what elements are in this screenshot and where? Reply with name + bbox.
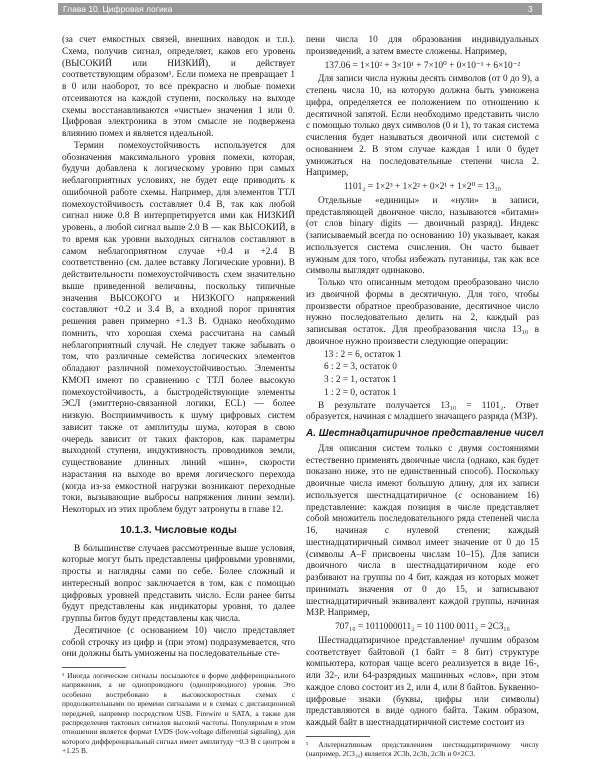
formula-hex-example: 707₁₀ = 1011000011₂ = 10 1100 0011₂ = 2C3₁₆: [335, 622, 510, 632]
paragraph-conversion: Только что описанным методом преобразовано число из двоичной формы в десятичную. Для того, чтобы произвести обратное преобразование, десятичное число нужно последовательно делить на 2, каждый раз записывая остаток. Для преобразования числа 13₁₀ в двоичное нужно произвести следующие операции:: [306, 278, 539, 347]
division-step: 6 : 2 = 3, остаток 0: [324, 362, 397, 373]
paragraph-number-codes-intro: В большинстве случаев рассмотренные выше условия, которые могут быть представлены цифровыми уровнями, просты и наглядны сами по себе. Более сложный и интересный вопрос заключается в том, как с помощью цифровых уровней представить число. Если ранее биты будут представлены как индикаторы уровня, то далее группы битов будут представлены как числа.: [62, 543, 295, 624]
section-heading-number-codes: 10.1.3. Числовые коды: [120, 524, 237, 536]
footnote-divider: [62, 667, 126, 668]
footnote-divider: [306, 736, 370, 737]
paragraph-continued: (за счет емкостных связей, внешних наводок и т.п.). Схема, получив сигнал, определяет, каков его уровень (ВЫСОКИЙ или НИЗКИЙ), и действует соответствующим образом¹. Если помеха не превращает 1 в 0 или наоборот, то все прекрасно и любые помехи отсеиваются на каждой ступени, поскольку на выходе схемы восстанавливаются «чистые» значения 1 или 0. Цифровая электроника в этом смысле не подвержена влиянию помех и является идеальной.: [62, 35, 295, 139]
running-header: [0, 0, 600, 20]
paragraph-hex-bytes: Шестнадцатиричное представление¹ лучшим образом соответствует байтовой (1 байт = 8 бит) структуре компьютера, которая чаще всего реализуется в виде 16-, или 32-, или 64-разрядных машинных «слов», при этом каждое слово состоит из 2, или 4, или 8 байтов. Буквенно-цифровые знаки (буквы, цифры или символы) представляются в виде одного байта. Таким образом, каждый байт в шестнадцатиричной системе состоит из: [306, 635, 539, 728]
paragraph-decimal: Десятичное (с основанием 10) число представляет собой строчку из цифр и (при этом) подразумевается, что они должны быть умножены на последовательные сте-: [62, 625, 295, 660]
left-column: [62, 35, 295, 756]
section-heading-hex: А. Шестнадцатиричное представление чисел: [306, 428, 544, 439]
page-number: 3: [528, 4, 533, 14]
chapter-title: Глава 10. Цифровая логика: [63, 4, 173, 14]
formula-decimal-expansion: 137.06 = 1×10² + 3×10¹ + 7×10⁰ + 0×10⁻¹ + 6×10⁻²: [324, 60, 521, 71]
paragraph-hex-intro: Для описания систем только с двумя состояниями естественно применять двоичные числа (однако, как будет показано ниже, это не единственный способ). Поскольку двоичные числа имеют большую длину, для их записи используется шестнадцатиричное (с основанием 16) представление: каждая позиция в числе представляет собой множитель последовательного ряда степеней числа 16, начиная с нулевой степени; каждый шестнадцатиричный символ имеет значение от 0 до 15 (символы A–F присвоены числам 10–15). Для записи двоичного числа в шестнадцатиричном коде его разбивают на группы по 4 бит, каждая из которых может принимать значения от 0 до 15, и записывают шестнадцатиричный эквивалент каждой группы, начиная МЗР. Например,: [306, 443, 539, 619]
paragraph-noise-immunity: Термин помехоустойчивость используется для обозначения максимального уровня помехи, которая, будучи добавлена к логическому уровню при самых неблагоприятных условиях, не будет еще приводить к ошибочной работе схемы. Например, для элементов ТТЛ помехоустойчивость составляет 0.4 В, так как любой сигнал ниже 0.8 В интерпретируется ими как НИЗКИЙ уровень, а любой сигнал выше 2.0 В — как ВЫСОКИЙ, в то время как уровни выходных сигналов составляют в самом неблагоприятном случае +0.4 и +2.4 В соответственно (см. далее вставку Логические уровни). В действительности помехоустойчивость схем значительно выше приведенной величины, поскольку типичные значения ВЫСОКОГО и НИЗКОГО напряжений составляют +0.2 и 3.4 В, а входной порог принятия решения равен примерно +1.3 В. Однако необходимо помнить, что хорошая схема рассчитана на самый неблагоприятный случай. Не следует также забывать о том, что различные семейства логических элементов обладают различной помехоустойчивостью. Элементы КМОП имеют по сравнению с ТТЛ более высокую помехоустойчивость, а быстродействующие элементы ЭСЛ (эмиттерно-связанной логики, ECL) — более низкую. Восприимчивость к шуму цифровых систем зависит также от амплитуды шума, которая в свою очередь зависит от таких факторов, как параметры выходной ступени, индуктивность проводников земли, существование длинных линий «шин», скорости нарастания на выходе во время логического перехода (когда из-за емкостной нагрузки возникают переходные токи, вызывающие выбросы напряжения линии земли). Некоторых из этих проблем будут затронуты в главе 12.: [62, 140, 295, 515]
right-column: [306, 35, 544, 759]
footnote-differential: ¹ Иногда логические сигналы посылаются в форме дифференциального напряжения, а не однопроводного (однопроводного) уровня. Это особенно востребовано в высокоскоростных схемах с продолжительными по времени сигналами и в схемах с дистанционной передачей, например посредством USB, Firewire и SATA, а также для распределения тактовых сигналов высокой частоты. Популярным в этом отношении является формат LVDS (low-voltage differential signaling), для которого дифференциальный сигнал имеет амплитуду ~0.3 В с центром в +1.25 В.: [62, 671, 295, 756]
paragraph-binary: Для записи числа нужны десять символов (от 0 до 9), а степень числа 10, на которую должна быть умножена цифра, определяется ее положением по отношению к десятичной запятой. Если необходимо представить число с помощью только двух символов (0 и 1), то такая система счисления будет называться двоичной или системой с основанием 2. В этом случае каждая 1 или 0 будет умножаться на последовательные степени числа 2. Например,: [306, 74, 539, 179]
formula-binary-expansion: 1101₂ = 1×2³ + 1×2² + 0×2¹ + 1×2⁰ = 13₁₀: [344, 182, 501, 192]
paragraph-continued-right: пени числа 10 для образования индивидуальных произведений, а затем вместе сложены. Например,: [306, 35, 539, 57]
paragraph-bits: Отдельные «единицы» и «нули» в записи, представляющей двоичное число, называются «битами» (от слов binary digits — двоичный разряд). Индекс (записываемый всегда по основанию 10) указывает, какая используется система счисления. Он часто бывает нужным для того, чтобы избежать путаницы, так как все символы выглядят одинаково.: [306, 195, 539, 277]
division-step: 3 : 2 = 1, остаток 1: [324, 375, 397, 385]
paragraph-result: В результате получается 13₁₀ = 1101₂. Ответ образуется, начиная с младшего значащего разряда (МЗР).: [306, 400, 539, 423]
division-step: 13 : 2 = 6, остаток 1: [324, 349, 402, 360]
division-step: 1 : 2 = 0, остаток 1: [324, 387, 397, 398]
footnote-hex-notation: ¹ Альтернативным представлением шестнадцатиричному числу (например, 2C3₁₆) является 2C3h, 2c3h, 2c3h и 0×2C3.: [306, 739, 539, 759]
